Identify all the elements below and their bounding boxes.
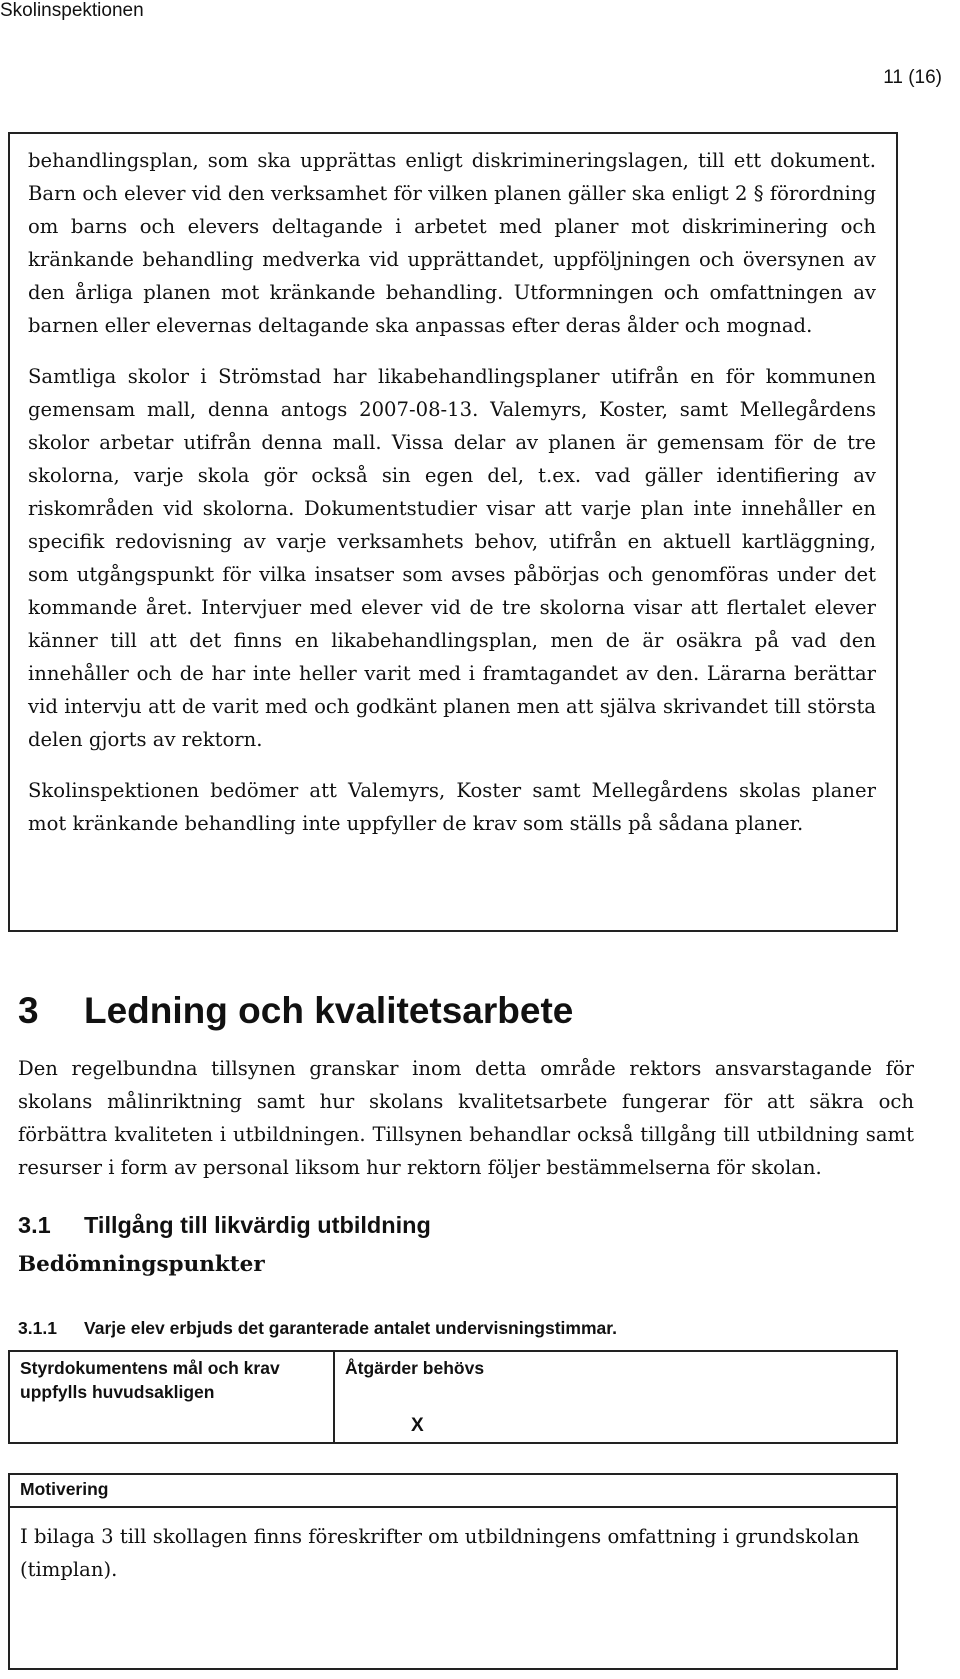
motivation-box (8, 1473, 898, 1670)
section-3-intro: Den regelbundna tillsynen granskar inom detta område rektors ansvarstagande för skolans målinriktning samt hur skolans kvalitetsarbete fungerar för att säkra och förbättra kvaliteten i utbildningen. Tillsynen behandlar också tillgång till utbildning samt resurser i form av personal liksom hur rektorn följer bestämmelserna för skolan. (18, 1057, 914, 1179)
organization-name: Skolinspektionen (0, 0, 144, 21)
section-3-1-1-number: 3.1.1 (18, 1318, 57, 1338)
box-paragraph-1: behandlingsplan, som ska upprättas enligt diskrimineringslagen, till ett dokument. Barn och elever vid den verksamhet för vilken planen gäller ska enligt 2 § förordning om barns och elevers deltagande i arbetet med planer mot diskriminering och kränkande behandling medverka vid upprättandet, uppföljningen och översynen av den årliga planen mot kränkande behandling. Utformningen och omfattningen av barnen eller elevernas deltagande ska anpassas efter deras ålder och mognad. (28, 149, 876, 337)
section-3-1-title: Tillgång till likvärdig utbildning (84, 1212, 431, 1238)
page-number: 11 (16) (883, 67, 942, 88)
criteria-heading: Bedömningspunkter (18, 1252, 265, 1277)
assessment-cell-fulfilled (9, 1351, 334, 1443)
section-3-title: Ledning och kvalitetsarbete (84, 990, 574, 1031)
assessment-table (8, 1350, 898, 1444)
section-3-1-number: 3.1 (18, 1212, 51, 1238)
section-3-1-heading (18, 1212, 431, 1239)
assessment-header-fulfilled: Styrdokumentens mål och krav uppfylls huvudsakligen (20, 1358, 280, 1402)
section-3-1-1-title: Varje elev erbjuds det garanterade antalet undervisningstimmar. (84, 1318, 617, 1338)
box-paragraph-2: Samtliga skolor i Strömstad har likabehandlingsplaner utifrån en för kommunen gemensam mall, denna antogs 2007-08-13. Valemyrs, Koster, samt Mellegårdens skolor arbetar utifrån denna mall. Vissa delar av planen är gemensam för de tre skolorna, varje skola gör också sin egen del, t.ex. vad gäller identifiering av riskområden vid skolorna. Dokumentstudier visar att varje plan inte innehåller en specifik redovisning av varje verksamhets behov, utifrån en aktuell kartläggning, som utgångspunkt för vilka insatser som avses påbörjas och genomföras under det kommande året. Intervjuer med elever vid de tre skolorna visar att flertalet elever känner till att det finns en likabehandlingsplan, men de är osäkra på vad den innehåller och de har inte heller varit med i framtagandet av den. Lärarna berättar vid intervju att de varit med och godkänt planen men att själva skrivandet till största delen gjorts av rektorn. (28, 365, 876, 751)
assessment-cell-action (334, 1351, 897, 1443)
section-3-number: 3 (18, 990, 39, 1031)
assessment-text-box (8, 132, 898, 932)
motivation-text: I bilaga 3 till skollagen finns föreskrifter om utbildningens omfattning i grundskolan (timplan). (20, 1525, 860, 1581)
section-3-1-1-heading (18, 1318, 617, 1339)
motivation-label: Motivering (10, 1475, 896, 1508)
box-paragraph-3: Skolinspektionen bedömer att Valemyrs, Koster samt Mellegårdens skolas planer mot kränkande behandling inte uppfyller de krav som ställs på sådana planer. (28, 779, 876, 835)
assessment-header-action: Åtgärder behövs (345, 1358, 485, 1378)
section-3-heading (18, 990, 573, 1032)
assessment-mark-action: X (411, 1415, 424, 1436)
